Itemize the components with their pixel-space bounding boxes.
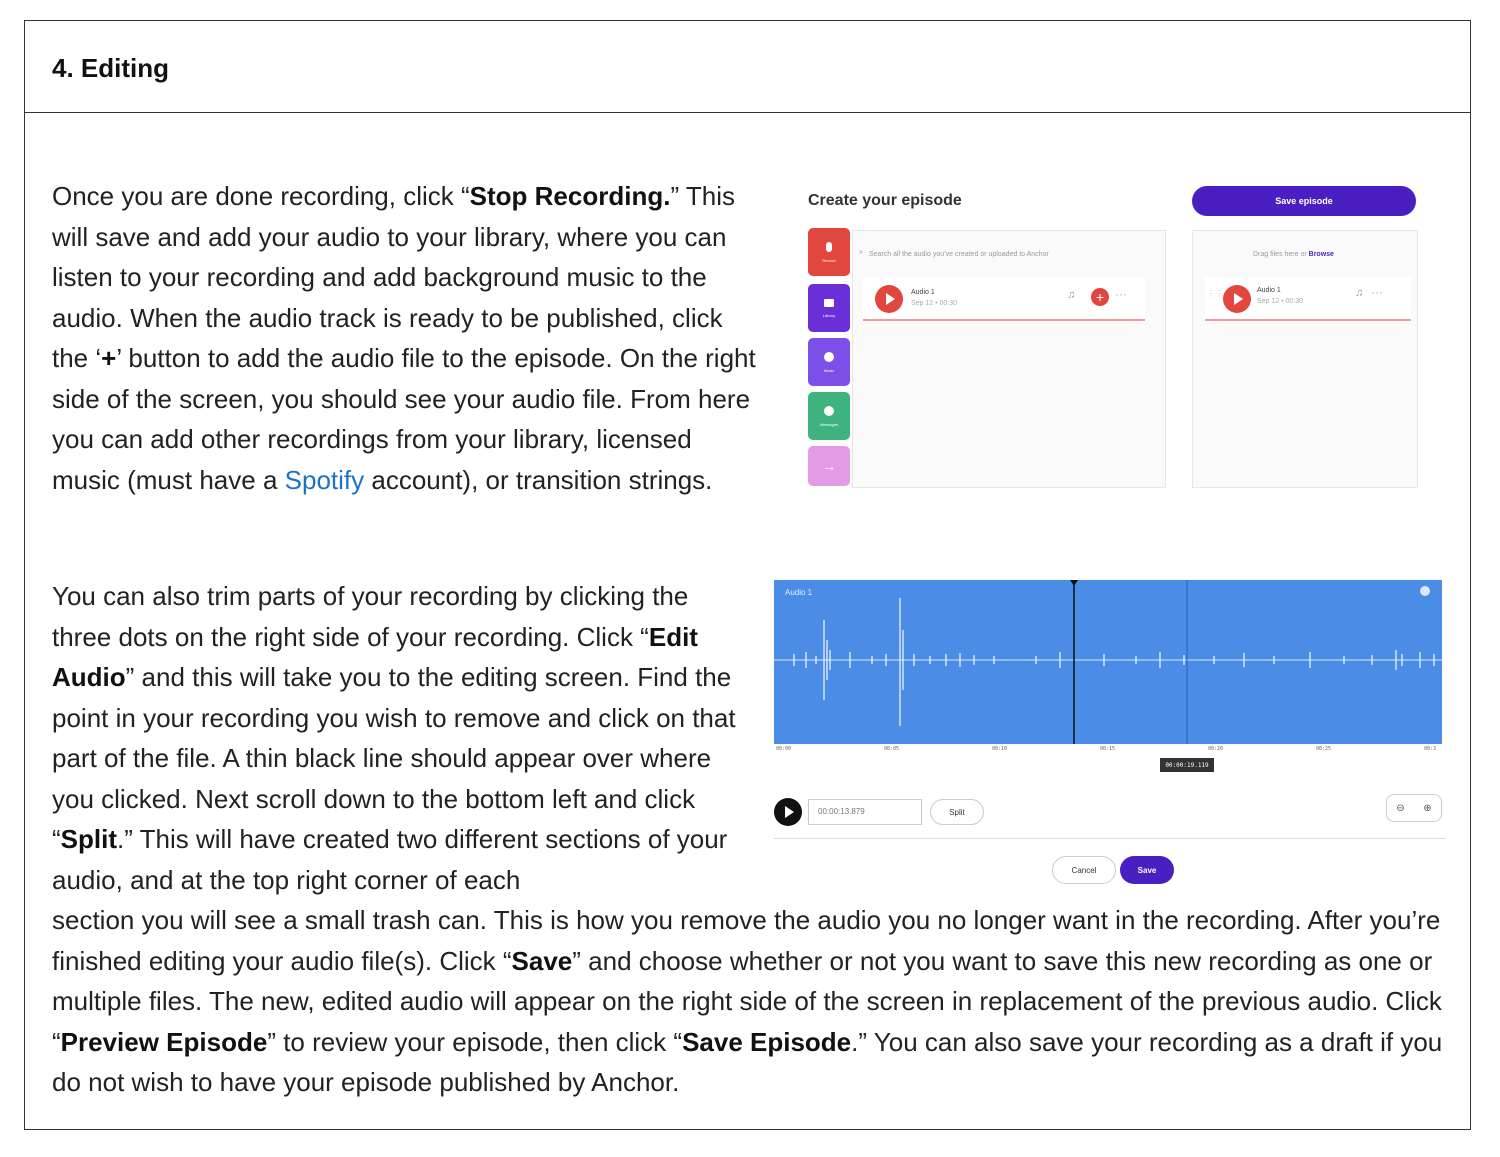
sidebar-label: Music (823, 367, 835, 373)
tick-label: 00:3 (1424, 746, 1437, 752)
bold-text: Stop Recording. (469, 181, 671, 211)
library-search-input[interactable]: Search all the audio you’ve created or uploaded to Anchor (869, 251, 1049, 258)
text: ” and choose whether or not you want to save this new recording as one or multiple files. The new, edited audio will appear on the right side of the screen in replacement of the previous audio. Click “ (52, 945, 1442, 1057)
tick-label: 00:10 (992, 746, 1008, 752)
paragraph-1 (52, 176, 760, 500)
bold-text: Edit Audio (52, 621, 698, 692)
tick-label: 00:05 (884, 746, 900, 752)
library-audio-item[interactable] (863, 277, 1145, 321)
spotify-link[interactable]: Spotify (284, 464, 365, 495)
waveform[interactable] (774, 580, 1442, 744)
cancel-button[interactable]: Cancel (1052, 856, 1116, 884)
music-note-icon[interactable]: ♫ (1355, 287, 1364, 299)
create-episode-screenshot (784, 164, 1424, 492)
save-button[interactable]: Save (1120, 856, 1174, 884)
waveform-graphic (774, 580, 1442, 744)
tick-label: 00:25 (1316, 746, 1332, 752)
episode-audio-item[interactable] (1205, 277, 1411, 321)
sidebar-label: Record (822, 257, 836, 263)
sidebar-item-messages[interactable] (808, 392, 850, 440)
more-options-icon[interactable]: ··· (1115, 287, 1127, 301)
divider (774, 838, 1446, 839)
zoom-in-icon[interactable]: ⊕ (1423, 802, 1432, 814)
sidebar-label: Messages (819, 421, 839, 427)
tick-label: 00:00 (776, 746, 792, 752)
text: ” This will save and add your audio to your library, where you can listen to your recording and add background music to the audio. When the audio track is ready to be published, click the ‘ (52, 181, 735, 373)
paragraph-2 (52, 576, 744, 900)
text: ” to review your episode, then click “ (267, 1026, 683, 1057)
paragraph-3 (52, 900, 1452, 1103)
tick-label: 00:15 (1100, 746, 1116, 752)
audio-name: Audio 1 (1257, 287, 1281, 294)
message-icon (824, 406, 834, 416)
audio-editor-screenshot (774, 580, 1446, 886)
more-options-icon[interactable]: ··· (1371, 285, 1383, 299)
tool-sidebar (808, 228, 850, 488)
search-icon: ⌕ (859, 249, 863, 256)
drag-text: Drag files here or (1253, 251, 1309, 258)
zoom-controls (1386, 794, 1442, 822)
play-icon[interactable] (875, 285, 903, 313)
arrow-right-icon: → (822, 458, 836, 474)
bold-text: + (101, 343, 117, 373)
drag-files-text (1253, 251, 1334, 258)
text: .” You can also save your recording as a draft if you do not wish to have your episode published by Anchor. (52, 1026, 1443, 1097)
browse-link[interactable]: Browse (1308, 251, 1334, 258)
text: Once you are done recording, click “ (52, 181, 470, 211)
bold-text: Preview Episode (60, 1026, 268, 1057)
timeline-ticks (774, 746, 1442, 758)
play-icon[interactable] (1223, 285, 1251, 313)
tick-label: 00:20 (1208, 746, 1224, 752)
playhead-tooltip: 00:00:19.119 (1160, 758, 1214, 772)
add-to-episode-icon[interactable]: + (1091, 288, 1109, 306)
section-title: 4. Editing (52, 53, 169, 83)
sidebar-item-music[interactable] (808, 338, 850, 386)
save-episode-button[interactable]: Save episode (1192, 186, 1416, 216)
text: account), or transition strings. (364, 464, 713, 495)
bold-text: Save (511, 945, 573, 976)
episode-panel (1192, 230, 1418, 488)
audio-meta: Sep 12 • 00:30 (1257, 298, 1304, 305)
track-label: Audio 1 (785, 588, 813, 597)
mic-icon (826, 242, 832, 252)
sidebar-label: Library (822, 312, 836, 318)
zoom-out-icon[interactable]: ⊖ (1396, 802, 1405, 814)
sidebar-item-transitions[interactable] (808, 446, 850, 486)
split-button[interactable]: Split (930, 799, 984, 825)
music-icon (824, 352, 834, 362)
sidebar-item-record[interactable] (808, 228, 850, 276)
text: ’ button to add the audio file to the episode. On the right side of the screen, you should see your audio file. From here you can add other recordings from your library, licensed music (must have a (52, 343, 756, 495)
create-episode-title: Create your episode (808, 192, 962, 209)
library-panel (852, 230, 1166, 488)
text: You can also trim parts of your recording by clicking the three dots on the right side of your recording. Click “ (52, 581, 689, 652)
text: section you will see a small trash can. This is how you remove the audio you no longer want in the recording. After you’re finished editing your audio file(s). Click “ (52, 905, 1441, 976)
sidebar-item-library[interactable] (808, 284, 850, 332)
audio-meta: Sep 12 • 00:30 (911, 300, 958, 307)
play-button[interactable] (774, 798, 802, 826)
time-input[interactable]: 00:00:13.879 (808, 799, 922, 825)
folder-icon (824, 299, 834, 307)
text: ” and this will take you to the editing screen. Find the point in your recording you wish to remove and click on that part of the file. A thin black line should appear over where you clicked. Next scroll down to the bottom left and click “ (52, 662, 736, 854)
section-header (25, 21, 1470, 113)
music-note-icon[interactable]: ♫ (1067, 289, 1076, 301)
audio-name: Audio 1 (911, 289, 935, 296)
drag-handle-icon[interactable]: ⋮⋮ (1207, 289, 1223, 298)
bold-text: Save Episode (682, 1026, 852, 1057)
text: .” This will have created two different sections of your audio, and at the top right corner of each (52, 824, 728, 895)
bold-text: Split (60, 824, 118, 854)
